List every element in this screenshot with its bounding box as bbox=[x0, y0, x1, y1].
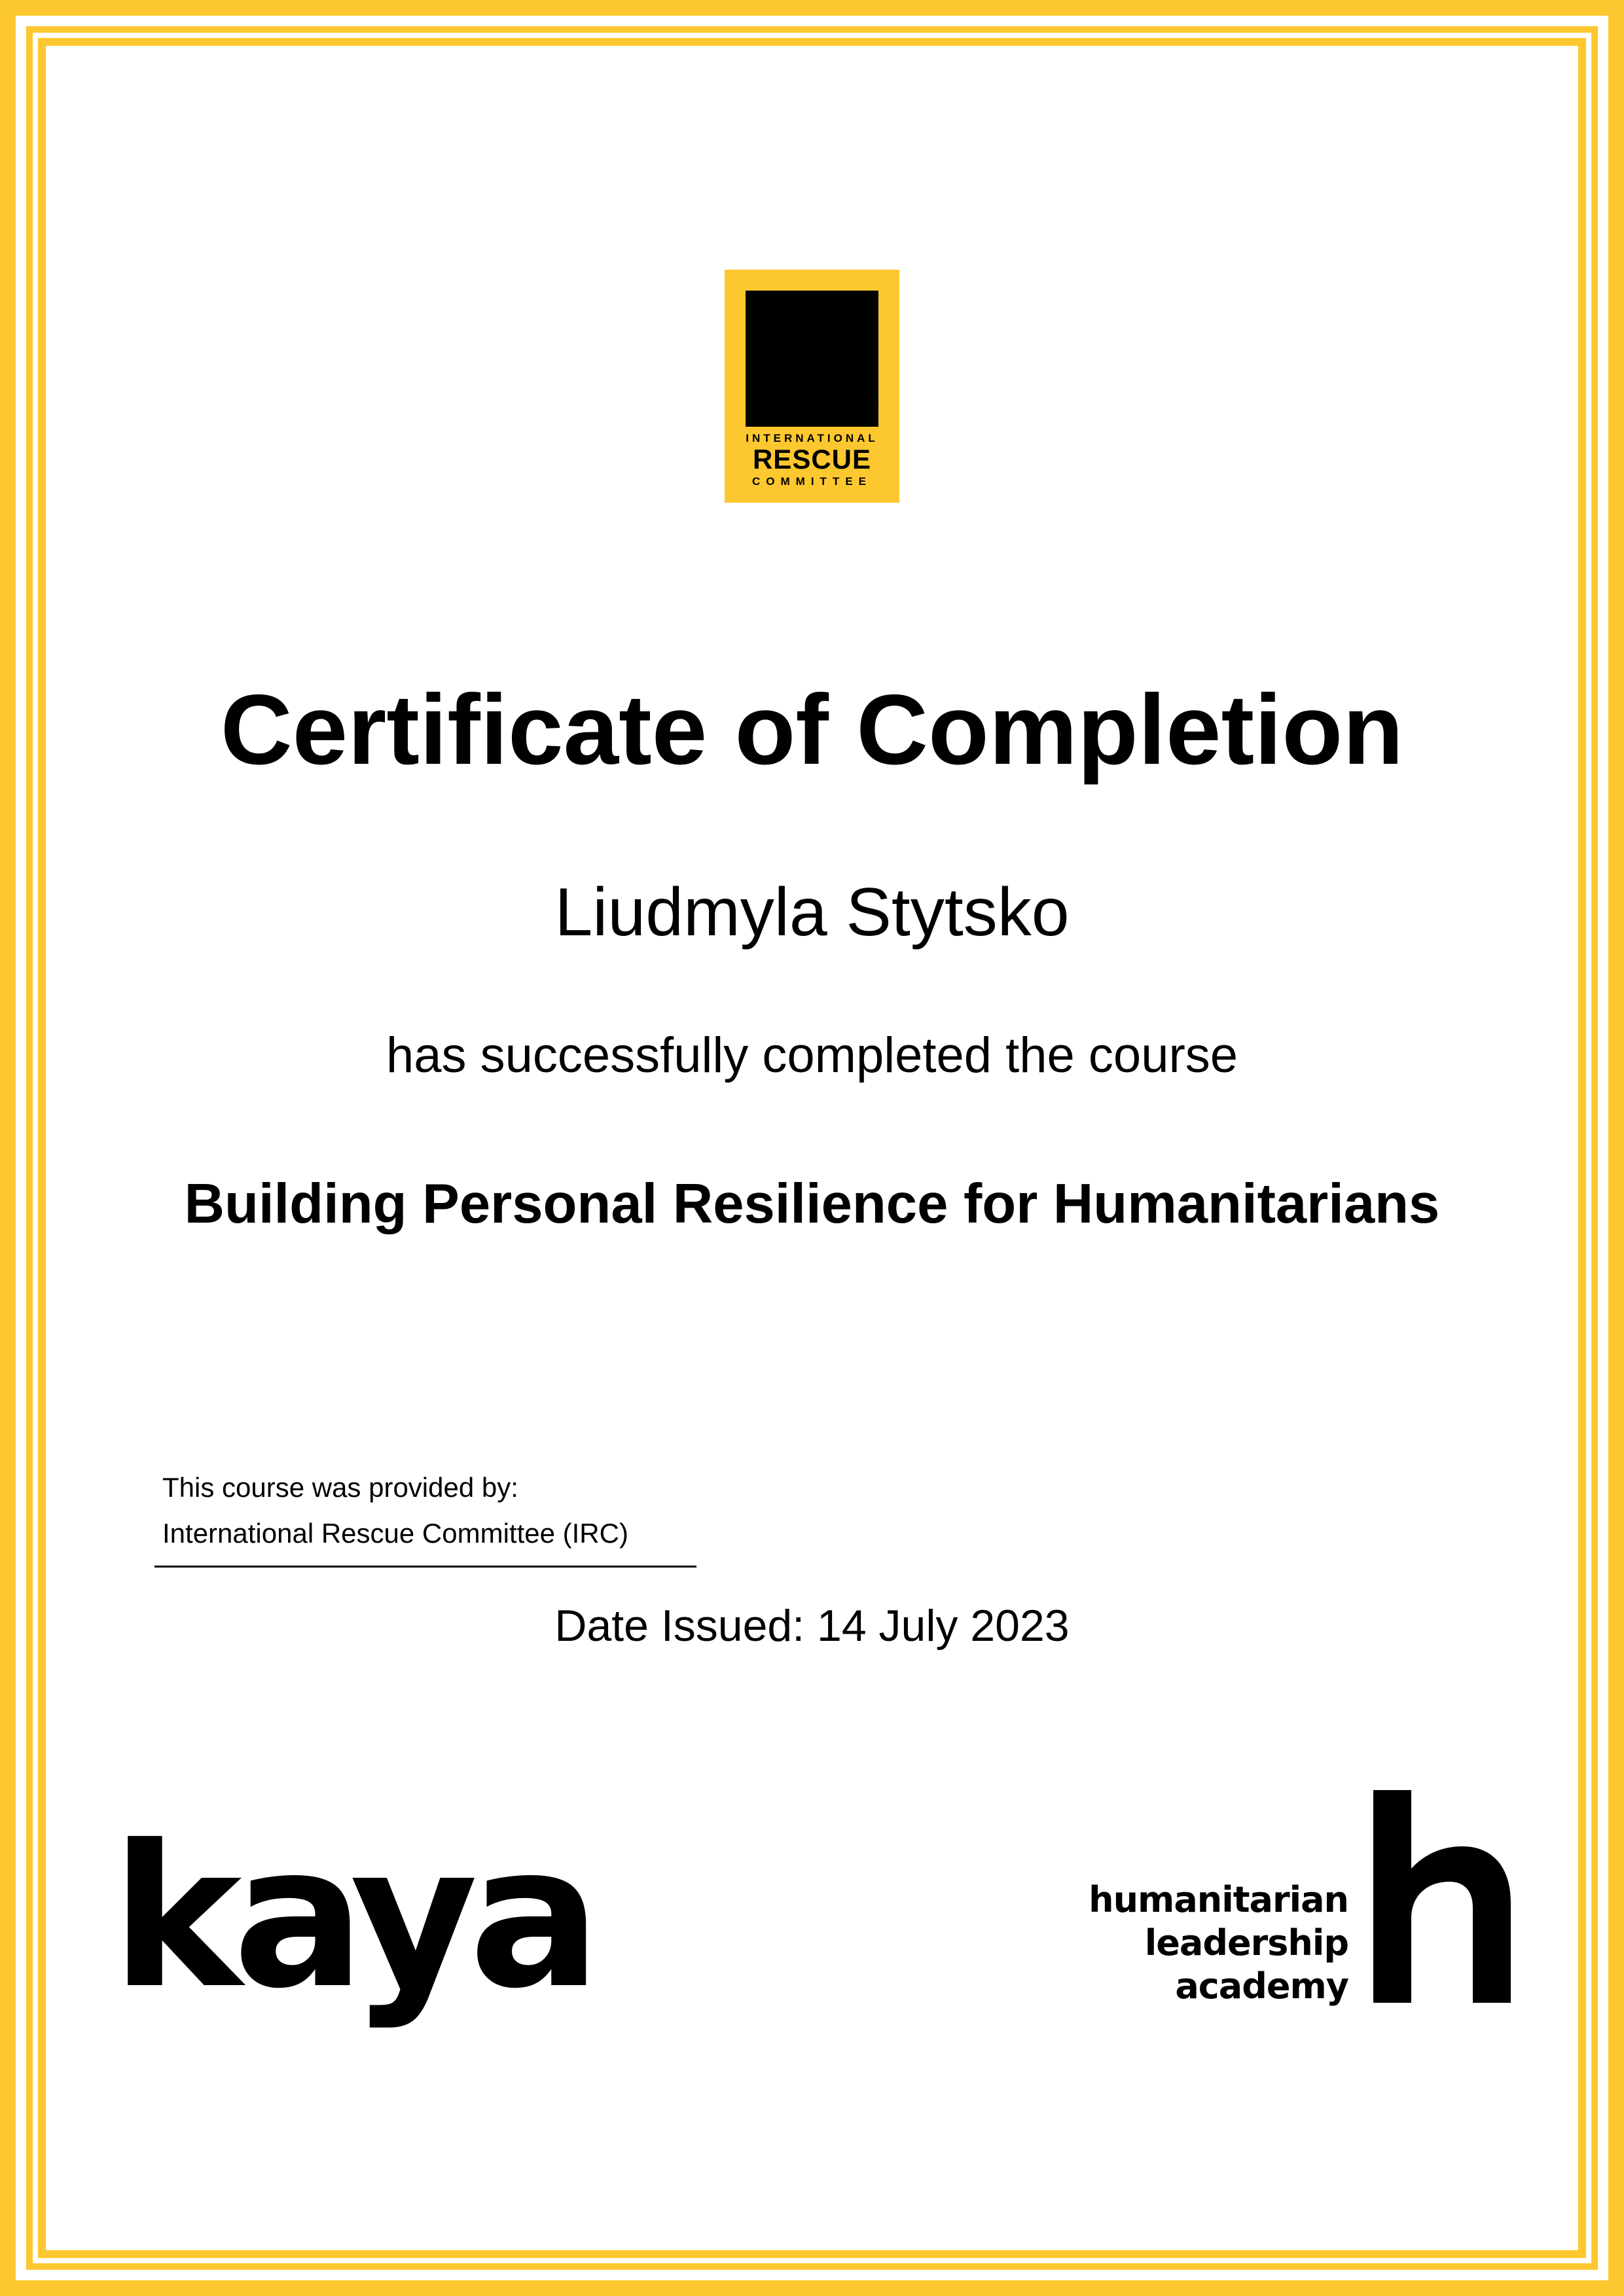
provider-label: This course was provided by: bbox=[162, 1472, 518, 1503]
hla-logo-wordmark bbox=[1074, 1878, 1348, 2008]
provider-divider bbox=[154, 1566, 696, 1568]
irc-logo-line2: RESCUE bbox=[752, 444, 872, 475]
irc-logo-line1: INTERNATIONAL bbox=[746, 432, 878, 444]
provider-name: International Rescue Committee (IRC) bbox=[162, 1518, 628, 1549]
course-name: Building Personal Resilience for Humanitarians bbox=[184, 1173, 1440, 1235]
recipient-name: Liudmyla Stytsko bbox=[554, 874, 1070, 950]
hla-logo-line2: leadership bbox=[1144, 1922, 1348, 1964]
hla-logo-line1: humanitarian bbox=[1089, 1879, 1348, 1920]
date-issued: Date Issued: 14 July 2023 bbox=[554, 1601, 1070, 1651]
hla-h-icon bbox=[1373, 1790, 1511, 2003]
hla-logo-line3: academy bbox=[1175, 1965, 1348, 2007]
kaya-logo: kaya bbox=[111, 1803, 592, 2032]
irc-logo-line3: COMMITTEE bbox=[752, 475, 872, 488]
irc-logo bbox=[725, 270, 899, 503]
completion-statement: has successfully completed the course bbox=[386, 1028, 1238, 1083]
irc-arrow-icon bbox=[746, 291, 878, 427]
certificate-title: Certificate of Completion bbox=[220, 674, 1404, 785]
